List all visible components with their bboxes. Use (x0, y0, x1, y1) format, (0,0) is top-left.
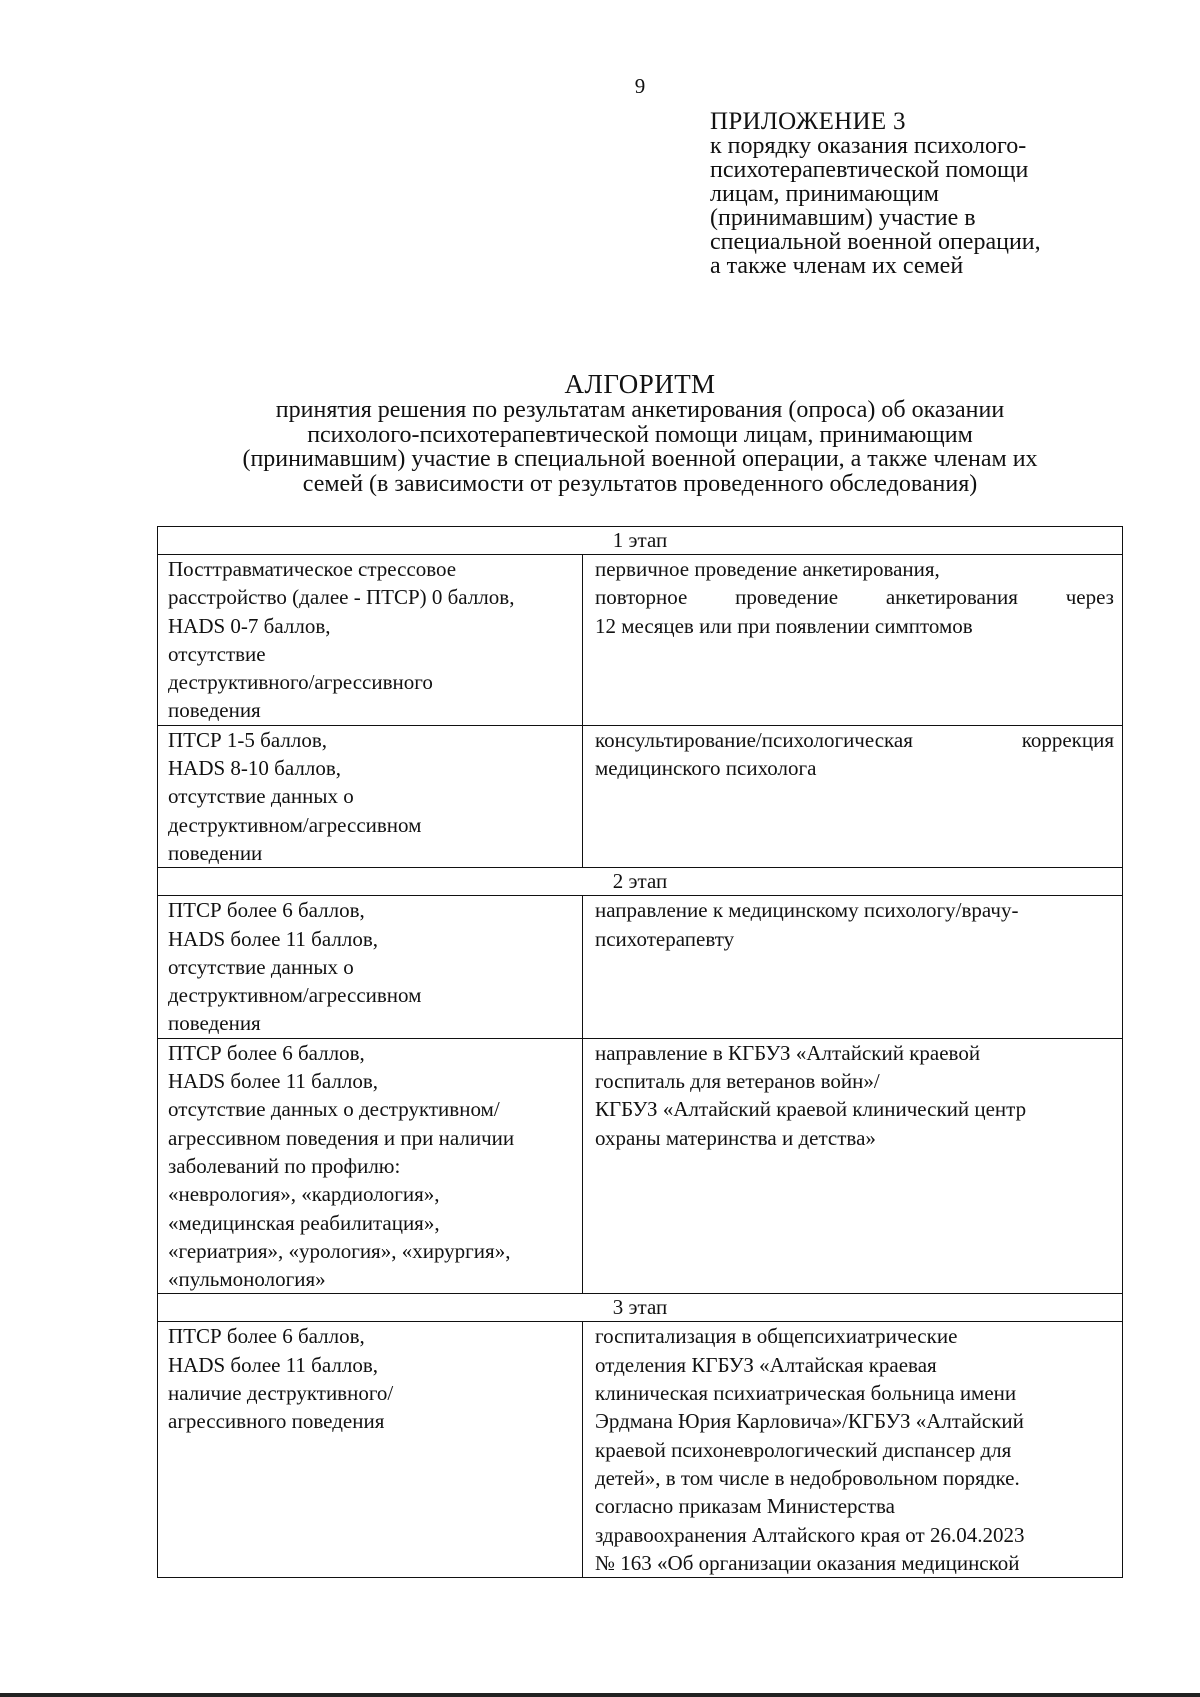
condition-line: расстройство (далее - ПТСР) 0 баллов, (168, 585, 515, 610)
appendix-line: к порядку оказания психолого- (710, 133, 1027, 159)
subtitle-line: семей (в зависимости от результатов проведенного обследования) (302, 470, 978, 497)
condition-line: HADS более 11 баллов, (168, 926, 378, 951)
action-cell (583, 1322, 1123, 1578)
appendix-line: психотерапевтической помощи (710, 157, 1029, 183)
condition-line: отсутствие данных о (168, 784, 354, 809)
stage-label: 1 этап (158, 527, 1123, 555)
table-row (158, 896, 1123, 1038)
condition-line: ПТСР более 6 баллов, (168, 898, 365, 923)
action-line: госпитализация в общепсихиатрические (595, 1324, 958, 1349)
appendix-line: а также членам их семей (710, 253, 964, 279)
condition-line: деструктивном/агрессивном (168, 983, 422, 1008)
action-line: здравоохранения Алтайского края от 26.04.2023 (595, 1522, 1025, 1547)
action-cell (583, 555, 1123, 726)
condition-line: агрессивном поведения и при наличии (168, 1125, 515, 1150)
condition-line: «неврология», «кардиология», (168, 1182, 440, 1207)
action-line: направление в КГБУЗ «Алтайский краевой (595, 1040, 981, 1065)
condition-line: ПТСР более 6 баллов, (168, 1324, 365, 1349)
stage-row (158, 868, 1123, 896)
stage-row (158, 1294, 1123, 1322)
condition-line: ПТСР более 6 баллов, (168, 1040, 365, 1065)
action-line: психотерапевту (595, 926, 735, 951)
condition-cell (158, 896, 583, 1038)
condition-line: отсутствие (168, 641, 266, 666)
condition-line: «гериатрия», «урология», «хирургия», (168, 1238, 511, 1263)
appendix-title: ПРИЛОЖЕНИЕ 3 (710, 108, 906, 135)
action-line: краевой психоневрологический диспансер для (595, 1437, 1012, 1462)
condition-cell (158, 1038, 583, 1294)
document-title: АЛГОРИТМ (564, 369, 716, 399)
scan-edge-bar (0, 1693, 1200, 1697)
action-line: 12 месяцев или при появлении симптомов (595, 613, 973, 638)
appendix-line: специальной военной операции, (710, 229, 1041, 255)
action-line: охраны материнства и детства» (595, 1125, 876, 1150)
action-cell (583, 896, 1123, 1038)
condition-line: деструктивного/агрессивного (168, 670, 433, 695)
subtitle-line: психолого-психотерапевтической помощи лицам, принимающим (307, 421, 973, 448)
appendix-line: (принимавшим) участие в (710, 205, 976, 231)
condition-line: HADS более 11 баллов, (168, 1352, 378, 1377)
stage-label: 3 этап (158, 1294, 1123, 1322)
condition-line: Посттравматическое стрессовое (168, 557, 457, 581)
table-row (158, 1322, 1123, 1578)
action-cell (583, 1038, 1123, 1294)
stage-label: 2 этап (158, 868, 1123, 896)
action-cell (583, 725, 1123, 867)
action-line: согласно приказам Министерства (595, 1494, 895, 1519)
condition-line: поведения (168, 1011, 261, 1036)
condition-cell (158, 1322, 583, 1578)
condition-line: ПТСР 1-5 баллов, (168, 727, 327, 752)
condition-line: «пульмонология» (168, 1267, 326, 1292)
condition-line: заболеваний по профилю: (168, 1153, 401, 1178)
condition-line: деструктивном/агрессивном (168, 812, 422, 837)
condition-line: «медицинская реабилитация», (168, 1210, 440, 1235)
table-row (158, 725, 1123, 867)
action-line: Эрдмана Юрия Карловича»/КГБУЗ «Алтайский (595, 1409, 1024, 1434)
subtitle-line: (принимавшим) участие в специальной военной операции, а также членам их (242, 446, 1038, 472)
algorithm-table (157, 526, 1123, 1578)
action-line: клиническая психиатрическая больница имени (595, 1381, 1017, 1406)
subtitle-line: принятия решения по результатам анкетирования (опроса) об оказании (275, 397, 1005, 423)
document-subtitle (120, 398, 1160, 496)
action-line: госпиталь для ветеранов войн»/ (595, 1069, 880, 1094)
action-line: консультирование/психологическая коррекция (595, 727, 1114, 752)
action-line: детей», в том числе в недобровольном порядке. (595, 1465, 1020, 1490)
condition-cell (158, 725, 583, 867)
action-line: медицинского психолога (595, 756, 817, 781)
action-line: отделения КГБУЗ «Алтайская краевая (595, 1352, 937, 1377)
condition-line: наличие деструктивного/ (168, 1381, 394, 1406)
condition-line: отсутствие данных о деструктивном/ (168, 1097, 500, 1122)
action-line: повторное проведение анкетирования через (595, 585, 1114, 610)
condition-line: отсутствие данных о (168, 954, 354, 979)
appendix-header (710, 110, 1150, 278)
condition-line: HADS 0-7 баллов, (168, 613, 331, 638)
condition-line: агрессивного поведения (168, 1409, 385, 1434)
condition-cell (158, 555, 583, 726)
condition-line: поведении (168, 840, 263, 865)
condition-line: поведения (168, 698, 261, 723)
appendix-line: лицам, принимающим (710, 181, 939, 207)
algorithm-table-body (158, 527, 1123, 1578)
table-row (158, 555, 1123, 726)
table-row (158, 1038, 1123, 1294)
stage-row (158, 527, 1123, 555)
page-number: 9 (634, 74, 646, 98)
action-line: КГБУЗ «Алтайский краевой клинический центр (595, 1097, 1027, 1122)
action-line: направление к медицинскому психологу/врачу- (595, 898, 1019, 923)
action-line: № 163 «Об организации оказания медицинской (595, 1550, 1020, 1575)
condition-line: HADS более 11 баллов, (168, 1069, 378, 1094)
condition-line: HADS 8-10 баллов, (168, 756, 341, 781)
action-line: первичное проведение анкетирования, (595, 557, 940, 581)
